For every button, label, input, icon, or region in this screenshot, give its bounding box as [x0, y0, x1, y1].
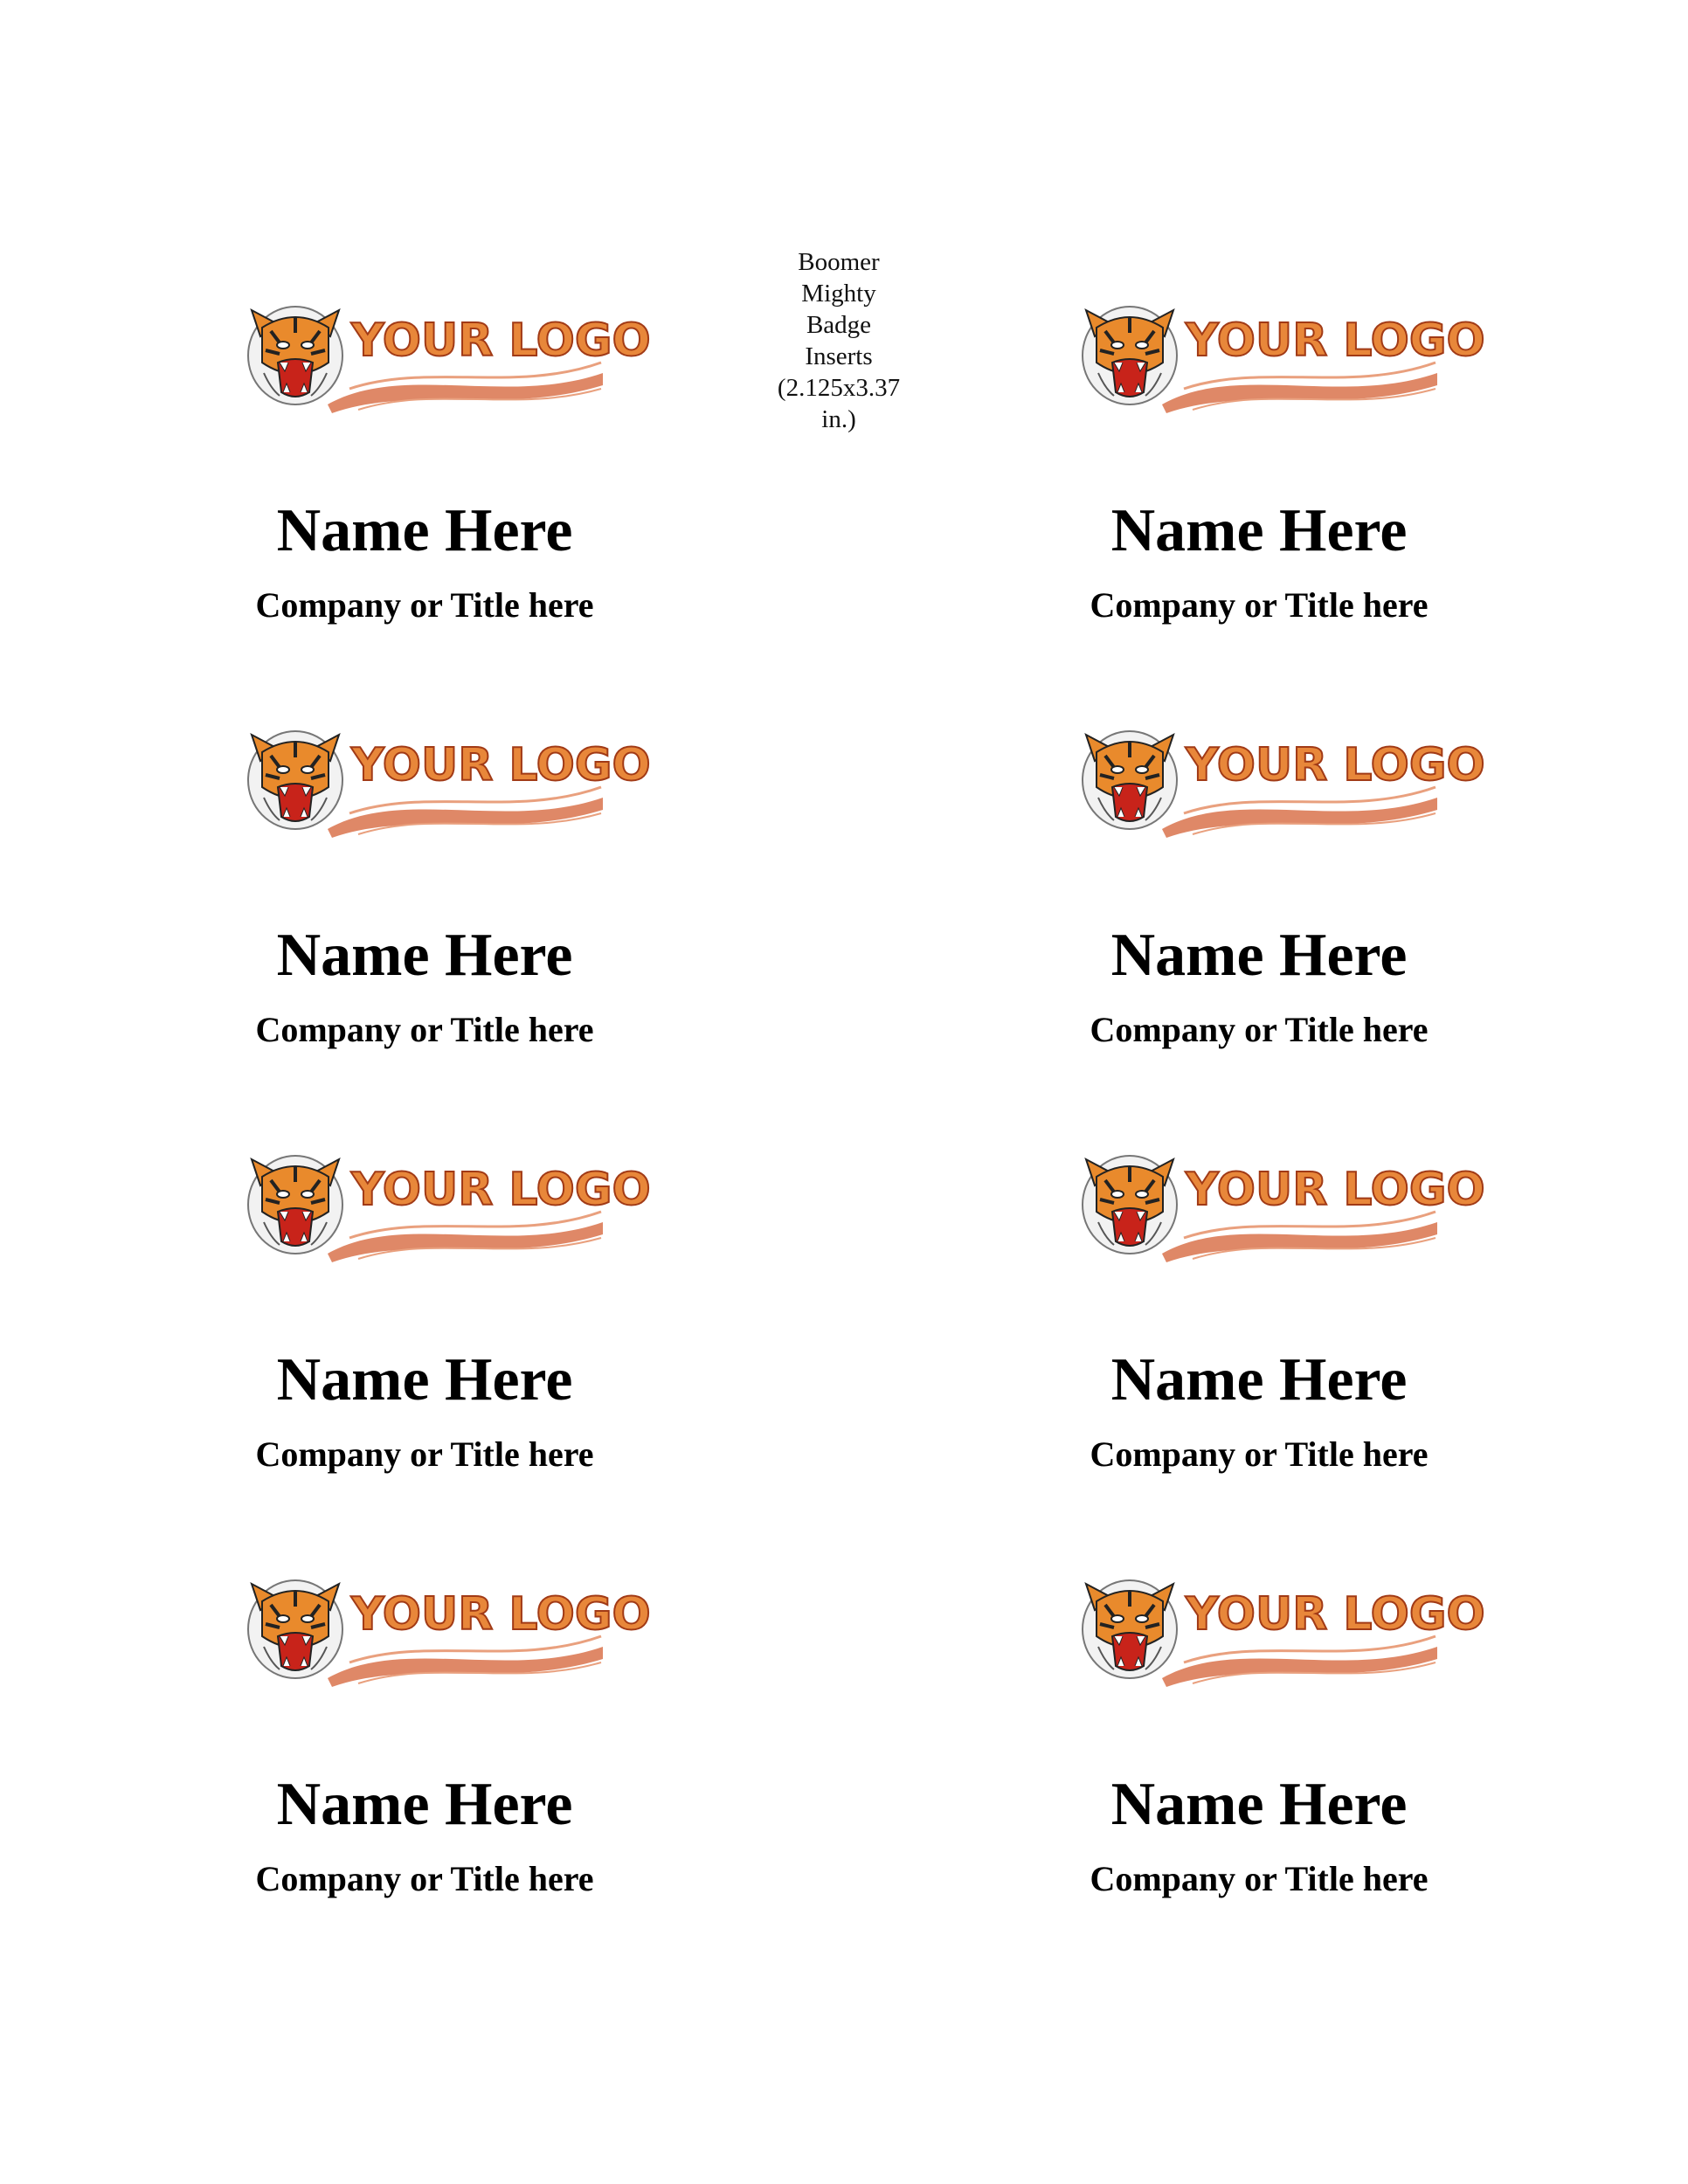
- tiger-head-icon: [1083, 731, 1177, 829]
- tiger-logo-icon: [1079, 726, 1485, 840]
- badge-insert: [154, 1111, 695, 1513]
- logo-text: YOUR LOGO: [351, 1164, 651, 1216]
- swoosh-icon: [1162, 1212, 1437, 1262]
- tiger-head-icon: [1083, 1580, 1177, 1678]
- badge-insert: [154, 687, 695, 1089]
- tiger-logo-icon: [245, 1151, 651, 1264]
- badge-title: Company or Title here: [255, 1434, 594, 1474]
- badge-title: Company or Title here: [1090, 1010, 1429, 1049]
- badge-title: Company or Title here: [255, 1859, 594, 1898]
- sheet-note-line: Badge: [806, 311, 872, 339]
- logo-text: YOUR LOGO: [351, 739, 651, 791]
- badge-insert: [988, 262, 1530, 664]
- badge-name: Name Here: [276, 922, 573, 989]
- swoosh-icon: [1162, 787, 1437, 838]
- logo-text: YOUR LOGO: [1186, 1164, 1485, 1216]
- swoosh-icon: [328, 787, 603, 838]
- badge-insert: [988, 687, 1530, 1089]
- sheet-note-line: Inserts: [805, 342, 873, 370]
- tiger-logo-icon: [1079, 301, 1485, 415]
- badge-insert: [988, 1536, 1530, 1938]
- tiger-logo-icon: [245, 726, 651, 840]
- badge-insert: [154, 262, 695, 664]
- badge-title: Company or Title here: [1090, 585, 1429, 625]
- sheet-note: [751, 246, 926, 435]
- badge-name: Name Here: [276, 1771, 573, 1838]
- logo-text: YOUR LOGO: [351, 1588, 651, 1641]
- tiger-logo-icon: [245, 1575, 651, 1689]
- logo-text: YOUR LOGO: [1186, 739, 1485, 791]
- badge-name: Name Here: [276, 497, 573, 564]
- sheet-note-line: (2.125x3.37: [777, 374, 901, 402]
- tiger-logo-icon: [1079, 1151, 1485, 1264]
- tiger-logo-icon: [245, 301, 651, 415]
- swoosh-icon: [328, 1636, 603, 1687]
- badge-name: Name Here: [1110, 497, 1408, 564]
- swoosh-icon: [328, 363, 603, 413]
- badge-insert: [988, 1111, 1530, 1513]
- swoosh-icon: [1162, 363, 1437, 413]
- swoosh-icon: [1162, 1636, 1437, 1687]
- badge-name: Name Here: [1110, 922, 1408, 989]
- badge-title: Company or Title here: [1090, 1859, 1429, 1898]
- tiger-head-icon: [1083, 1156, 1177, 1254]
- tiger-head-icon: [1083, 307, 1177, 404]
- badge-title: Company or Title here: [255, 1010, 594, 1049]
- badge-name: Name Here: [1110, 1346, 1408, 1413]
- tiger-logo-icon: [1079, 1575, 1485, 1689]
- badge-title: Company or Title here: [255, 585, 594, 625]
- tiger-head-icon: [248, 731, 342, 829]
- badge-name: Name Here: [276, 1346, 573, 1413]
- badge-title: Company or Title here: [1090, 1434, 1429, 1474]
- logo-text: YOUR LOGO: [351, 314, 651, 367]
- sheet-note-line: in.): [821, 405, 856, 433]
- badge-insert: [154, 1536, 695, 1938]
- sheet-note-line: Mighty: [801, 280, 876, 308]
- tiger-head-icon: [248, 1156, 342, 1254]
- swoosh-icon: [328, 1212, 603, 1262]
- tiger-head-icon: [248, 1580, 342, 1678]
- logo-text: YOUR LOGO: [1186, 314, 1485, 367]
- badge-name: Name Here: [1110, 1771, 1408, 1838]
- logo-text: YOUR LOGO: [1186, 1588, 1485, 1641]
- tiger-head-icon: [248, 307, 342, 404]
- sheet-note-line: Boomer: [798, 248, 880, 276]
